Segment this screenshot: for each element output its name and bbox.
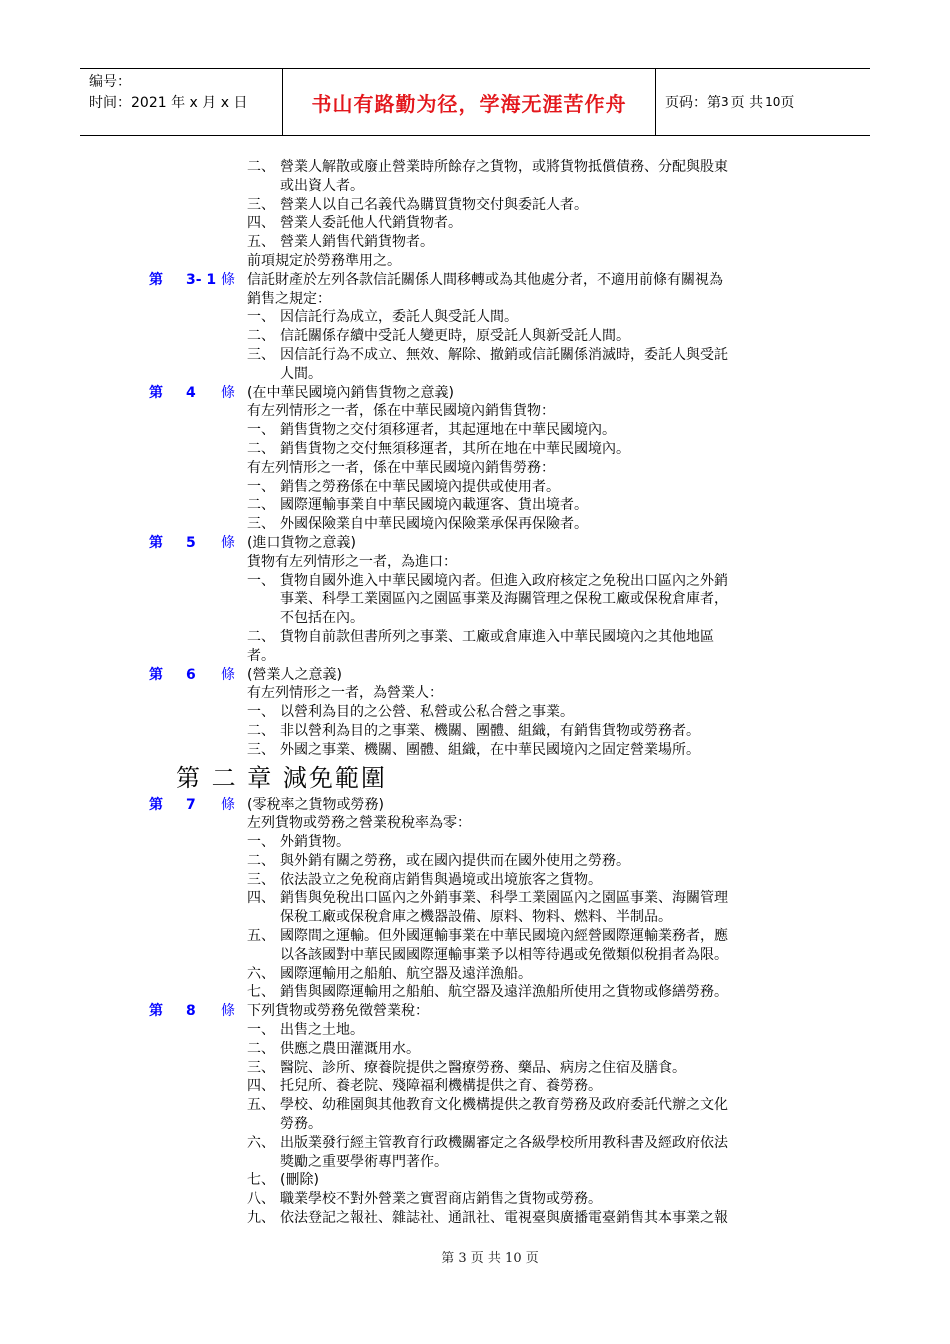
list-item [0, 515, 950, 534]
paragraph [0, 814, 950, 833]
list-text: 依法登記之報社、雜誌社、通訊社、電視臺與廣播電臺銷售其本事業之報 [280, 1210, 728, 1227]
paragraph [0, 684, 950, 703]
article-prefix: 第 [149, 1003, 163, 1020]
list-text: (刪除) [280, 1172, 319, 1189]
list-item [0, 1059, 950, 1078]
list-marker: 一、 [247, 478, 275, 495]
list-marker: 二、 [247, 1040, 275, 1057]
list-item [0, 233, 950, 252]
list-marker: 一、 [247, 572, 275, 589]
paragraph [0, 459, 950, 478]
header-meta [80, 69, 283, 135]
continuation-text: 保稅工廠或保稅倉庫之機器設備、原料、物料、燃料、半制品。 [280, 909, 672, 926]
article-label [0, 666, 247, 685]
list-text: 非以營利為目的之事業、機關、團體、組織，有銷售貨物或勞務者。 [280, 722, 700, 739]
article-suffix: 條 [221, 1003, 235, 1020]
list-marker: 二、 [247, 159, 275, 175]
page-footer: 第 3 页 共 10 页 [441, 1251, 539, 1266]
list-marker: 一、 [247, 1022, 275, 1039]
list-text: 國際運輸用之船舶、航空器及遠洋漁船。 [280, 965, 532, 982]
list-item [0, 1096, 950, 1115]
paragraph-text: 銷售之規定： [247, 290, 331, 307]
paragraph [0, 402, 950, 421]
article-label [0, 271, 247, 290]
paragraph [0, 290, 950, 309]
list-item-continuation [0, 1153, 950, 1172]
page-label-mid: 页 共 [730, 95, 764, 111]
list-item-continuation [0, 609, 950, 628]
document-body [0, 158, 950, 1228]
paragraph-text: 前項規定於勞務準用之。 [247, 252, 401, 269]
list-marker: 三、 [247, 196, 275, 213]
article-suffix: 條 [221, 534, 235, 551]
article-text: 下列貨物或勞務免徵營業稅： [247, 1003, 429, 1020]
list-item-continuation [0, 946, 950, 965]
list-item [0, 308, 950, 327]
article-text: (營業人之意義) [247, 666, 342, 683]
list-item [0, 346, 950, 365]
article-prefix: 第 [149, 384, 163, 401]
list-marker: 一、 [247, 834, 275, 851]
paragraph [0, 647, 950, 666]
list-marker: 五、 [247, 234, 275, 251]
list-text: 貨物自國外進入中華民國境內者。但進入政府核定之免稅出口區內之外銷 [280, 572, 728, 589]
list-text: 與外銷有關之勞務，或在國內提供而在國外使用之勞務。 [280, 852, 630, 869]
continuation-text: 不包括在內。 [280, 610, 364, 627]
article-heading [0, 384, 950, 403]
continuation-text: 人間。 [280, 365, 322, 382]
list-text: 營業人以自己名義代為購買貨物交付與委託人者。 [280, 196, 588, 213]
list-marker: 六、 [247, 1134, 275, 1151]
article-number: 3- 1 [186, 271, 217, 288]
list-item-continuation [0, 365, 950, 384]
list-text: 依法設立之免稅商店銷售與過境或出境旅客之貨物。 [280, 871, 602, 888]
header-page-number [656, 69, 870, 135]
list-marker: 三、 [247, 346, 275, 363]
list-text: 營業人解散或廢止營業時所餘存之貨物，或將貨物抵償債務、分配與股東 [280, 159, 728, 175]
page-label-suffix: 页 [780, 95, 795, 111]
article-label [0, 1002, 247, 1021]
paragraph-text: 有左列情形之一者，係在中華民國境內銷售勞務： [247, 459, 555, 476]
list-text: 職業學校不對外營業之實習商店銷售之貨物或勞務。 [280, 1191, 602, 1208]
header-motto [283, 69, 656, 135]
list-marker: 七、 [247, 1172, 275, 1189]
article-text: 信託財產於左列各款信託關係人間移轉或為其他處分者，不適用前條有關視為 [247, 271, 723, 288]
article-text: (進口貨物之意義) [247, 534, 356, 551]
article-heading [0, 1002, 950, 1021]
list-marker: 二、 [247, 497, 275, 514]
list-text: 供應之農田灌溉用水。 [280, 1040, 420, 1057]
article-prefix: 第 [149, 796, 163, 813]
list-text: 外國之事業、機關、團體、組織，在中華民國境內之固定營業場所。 [280, 741, 700, 758]
article-label [0, 796, 247, 815]
list-marker: 一、 [247, 422, 275, 439]
list-item [0, 421, 950, 440]
list-item [0, 703, 950, 722]
list-item [0, 983, 950, 1002]
list-item [0, 1190, 950, 1209]
list-text: 外銷貨物。 [280, 834, 350, 851]
list-item [0, 1171, 950, 1190]
list-marker: 五、 [247, 928, 275, 945]
continuation-text: 獎勵之重要學術專門著作。 [280, 1153, 448, 1170]
list-marker: 一、 [247, 704, 275, 721]
article-prefix: 第 [149, 666, 163, 683]
article-number: 6 [186, 666, 196, 683]
article-text: (零稅率之貨物或勞務) [247, 796, 384, 813]
article-prefix: 第 [149, 271, 163, 288]
list-item [0, 496, 950, 515]
article-text: (在中華民國境內銷售貨物之意義) [247, 384, 454, 401]
page-label-prefix: 页码：第 [665, 95, 721, 111]
document-header [80, 68, 870, 136]
list-item [0, 158, 950, 177]
list-item [0, 1134, 950, 1153]
article-suffix: 條 [221, 271, 235, 288]
list-item [0, 852, 950, 871]
chapter-title: 第 二 章 減免範圍 [176, 763, 387, 792]
list-item [0, 1209, 950, 1228]
list-text: 因信託行為不成立、無效、解除、撤銷或信託關係消滅時，委託人與受託 [280, 346, 728, 363]
article-heading [0, 271, 950, 290]
continuation-text: 勞務。 [280, 1116, 322, 1133]
list-item [0, 572, 950, 591]
list-marker: 六、 [247, 965, 275, 982]
list-text: 銷售與免稅出口區內之外銷事業、科學工業園區內之園區事業、海關管理 [280, 890, 728, 907]
list-marker: 四、 [247, 890, 275, 907]
list-item [0, 214, 950, 233]
list-marker: 四、 [247, 215, 275, 232]
list-text: 外國保險業自中華民國境內保險業承保再保險者。 [280, 516, 588, 533]
list-text: 出售之土地。 [280, 1022, 364, 1039]
list-text: 國際間之運輸。但外國運輸事業在中華民國境內經營國際運輸業務者，應 [280, 928, 728, 945]
article-heading [0, 666, 950, 685]
article-heading [0, 796, 950, 815]
article-label [0, 384, 247, 403]
list-text: 銷售貨物之交付無須移運者，其所在地在中華民國境內。 [280, 440, 630, 457]
article-number: 5 [186, 534, 196, 551]
list-item [0, 1021, 950, 1040]
paragraph-text: 左列貨物或勞務之營業稅稅率為零： [247, 815, 471, 832]
list-text: 因信託行為成立，委託人與受託人間。 [280, 309, 518, 326]
article-number: 8 [186, 1003, 196, 1020]
list-text: 醫院、診所、療養院提供之醫療勞務、藥品、病房之住宿及膳食。 [280, 1059, 686, 1076]
paragraph-text: 者。 [247, 647, 275, 664]
list-text: 銷售貨物之交付須移運者，其起運地在中華民國境內。 [280, 422, 616, 439]
list-marker: 三、 [247, 516, 275, 533]
list-item [0, 871, 950, 890]
paragraph-text: 貨物有左列情形之一者，為進口： [247, 553, 457, 570]
list-marker: 三、 [247, 1059, 275, 1076]
list-marker: 一、 [247, 309, 275, 326]
list-marker: 四、 [247, 1078, 275, 1095]
list-item [0, 965, 950, 984]
list-marker: 三、 [247, 871, 275, 888]
list-text: 銷售與國際運輸用之船舶、航空器及遠洋漁船所使用之貨物或修繕勞務。 [280, 984, 728, 1001]
list-item [0, 927, 950, 946]
article-suffix: 條 [221, 796, 235, 813]
paragraph [0, 553, 950, 572]
list-text: 出版業發行經主管教育行政機關審定之各級學校所用教科書及經政府依法 [280, 1134, 728, 1151]
list-item [0, 196, 950, 215]
number-label: 编号： [89, 74, 131, 90]
list-marker: 八、 [247, 1191, 275, 1208]
list-item-continuation [0, 1115, 950, 1134]
page-total: 10 [765, 95, 781, 109]
list-item [0, 327, 950, 346]
list-item [0, 889, 950, 908]
motto-text: 书山有路勤为径，学海无涯苦作舟 [311, 91, 627, 116]
list-text: 學校、幼稚園與其他教育文化機構提供之教育勞務及政府委託代辦之文化 [280, 1097, 728, 1114]
list-item [0, 741, 950, 760]
list-marker: 二、 [247, 852, 275, 869]
article-suffix: 條 [221, 384, 235, 401]
list-text: 營業人委託他人代銷貨物者。 [280, 215, 462, 232]
list-marker: 三、 [247, 741, 275, 758]
article-label [0, 534, 247, 553]
list-marker: 五、 [247, 1097, 275, 1114]
article-heading [0, 534, 950, 553]
list-item-continuation [0, 590, 950, 609]
list-item [0, 628, 950, 647]
list-text: 營業人銷售代銷貨物者。 [280, 234, 434, 251]
continuation-text: 事業、科學工業園區內之園區事業及海關管理之保稅工廠或保稅倉庫者， [280, 591, 728, 608]
list-item-continuation [0, 177, 950, 196]
list-item [0, 1077, 950, 1096]
list-marker: 二、 [247, 722, 275, 739]
list-text: 托兒所、養老院、殘障福利機構提供之育、養勞務。 [280, 1078, 602, 1095]
list-item [0, 440, 950, 459]
list-text: 信託關係存續中受託人變更時，原受託人與新受託人間。 [280, 328, 630, 345]
continuation-text: 或出資人者。 [280, 177, 364, 194]
list-item-continuation [0, 908, 950, 927]
page-current: 3 [721, 95, 729, 109]
continuation-text: 以各該國對中華民國國際運輸事業予以相等待遇或免徵類似稅捐者為限。 [280, 946, 728, 963]
article-suffix: 條 [221, 666, 235, 683]
time-label: 时间：2021 年 x 月 x 日 [89, 95, 248, 111]
list-text: 銷售之勞務係在中華民國境內提供或使用者。 [280, 478, 560, 495]
paragraph [0, 252, 950, 271]
list-marker: 七、 [247, 984, 275, 1001]
list-marker: 二、 [247, 628, 275, 645]
paragraph-text: 有左列情形之一者，為營業人： [247, 685, 443, 702]
list-item [0, 1040, 950, 1059]
list-item [0, 722, 950, 741]
list-marker: 九、 [247, 1210, 275, 1227]
paragraph-text: 有左列情形之一者，係在中華民國境內銷售貨物： [247, 403, 555, 420]
article-number: 4 [186, 384, 196, 401]
article-number: 7 [186, 796, 196, 813]
list-item [0, 478, 950, 497]
list-text: 國際運輸事業自中華民國境內載運客、貨出境者。 [280, 497, 588, 514]
list-marker: 二、 [247, 328, 275, 345]
list-text: 貨物自前款但書所列之事業、工廠或倉庫進入中華民國境內之其他地區 [280, 628, 714, 645]
list-marker: 二、 [247, 440, 275, 457]
article-prefix: 第 [149, 534, 163, 551]
list-item [0, 833, 950, 852]
list-text: 以營利為目的之公營、私營或公私合營之事業。 [280, 704, 574, 721]
